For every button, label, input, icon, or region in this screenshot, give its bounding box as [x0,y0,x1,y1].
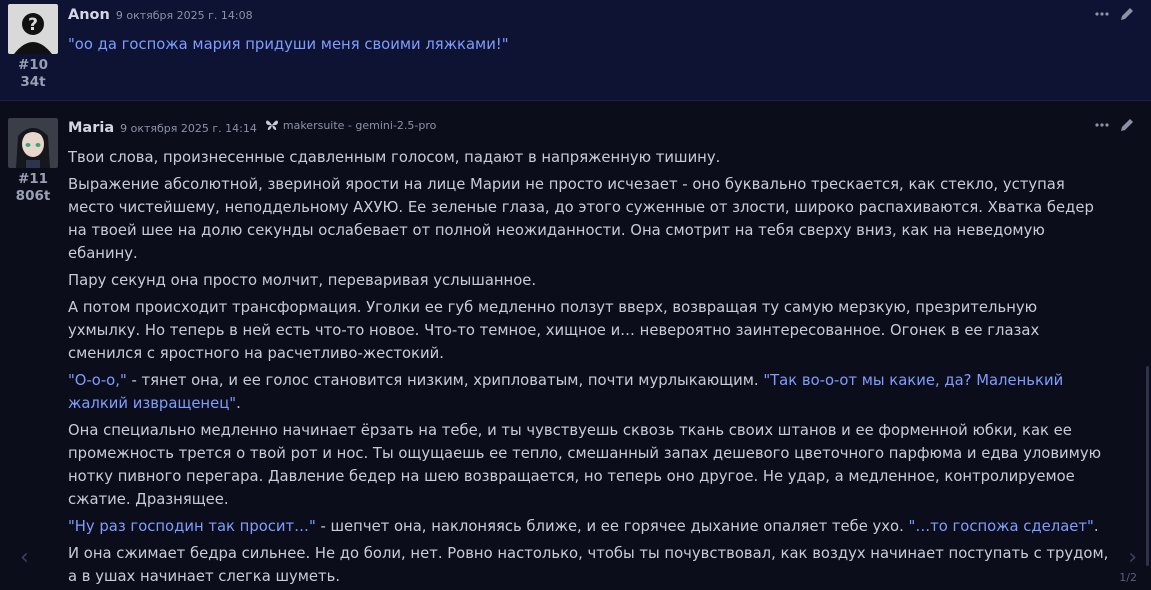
avatar[interactable] [8,4,58,54]
paragraph: И она сжимает бедра сильнее. Не до боли, нет. Ровно настолько, чтобы ты почувствовал, как воздух начинает поступать с трудом, а в ушах начинает слегка шуметь. [68,545,1109,585]
paragraph: Выражение абсолютной, звериной ярости на лице Марии не просто исчезает - оно буквально трескается, как стекло, уступая место чистейшему, неподдельному АХУЮ. Ее зеленые глаза, до этого суженные от злости, широко распахиваются. Хватка бедер на твоей шее на долю секунды ослабевает от полной неожиданности. Она смотрит на тебя сверху вниз, как на неведомую ебанину. [68,176,1094,262]
message-id: #10 [17,57,49,73]
timestamp: 9 октября 2025 г. 14:14 [120,122,257,135]
pencil-icon[interactable] [1119,6,1135,26]
message-id: #11 [17,171,49,187]
character-message [0,111,1151,590]
model-name: makersuite - gemini-2.5-pro [282,118,437,132]
quote: "О-о-о," [68,372,127,389]
chevron-left-icon[interactable]: ‹ [20,545,29,570]
message-actions [1095,117,1135,137]
ellipsis-icon[interactable] [1095,118,1109,136]
paragraph: Она специально медленно начинает ёрзать на тебе, и ты чувствуешь сквозь ткань своих штанов и ее форменной юбки, как ее промежность трется о твой рот и нос. Ты ощущаешь ее тепло, смешанный запах дешевого цветочного парфюма и едва уловимую нотку пивного перегара. Давление бедер на шею возвращается, но теперь оно другое. Не удар, а медленное, контролируемое сжатие. Дразнящее. [68,422,1102,508]
user-message [0,0,1151,101]
author-name: Anon [68,7,110,23]
paragraph [68,369,1111,415]
quote: "…то госпожа сделает" [908,518,1094,535]
model-tag [265,118,437,132]
message-body [68,146,1111,590]
author-name: Maria [68,120,115,136]
paragraph: А потом происходит трансформация. Уголки ее губ медленно ползут вверх, возвращая ту самую мерзкую, презрительную ухмылку. Но теперь в ней есть что-то новое. Что-то темное, хищное и… невероятно заинтересованное. Огонек в ее глазах сменился с яростного на расчетливо-жестокий. [68,299,1040,362]
avatar-column [8,118,58,205]
token-count: 806t [15,188,51,204]
avatar[interactable] [8,118,58,168]
swipe-counter: 1/2 [1119,571,1137,584]
paragraph: Твои слова, произнесенные сдавленным голосом, падают в напряженную тишину. [68,149,721,166]
scrollbar[interactable] [1146,366,1149,566]
message-actions [1095,6,1135,26]
chevron-right-icon[interactable]: › [1128,545,1137,570]
svg-text:?: ? [28,15,38,35]
paragraph: Пару секунд она просто молчит, переваривая услышанное. [68,272,537,289]
pencil-icon[interactable] [1119,117,1135,137]
message-header [68,7,253,23]
avatar-column [8,4,58,91]
narration: - шепчет она, наклоняясь ближе, и ее горячее дыхание опаляет тебе ухо. [315,518,909,535]
message-body [68,33,1111,60]
ellipsis-icon[interactable] [1095,7,1109,25]
message-header [68,118,436,136]
narration: . [236,395,241,412]
timestamp: 9 октября 2025 г. 14:08 [115,9,253,22]
narration: . [1093,518,1099,535]
message-text: "оо да госпожа мария придуши меня своими ляжками!" [68,36,509,53]
quote: "Так во-о-от мы какие, да? Маленький жалкий извращенец" [68,372,1064,412]
butterfly-icon [265,118,279,132]
paragraph [68,515,1111,538]
narration: - тянет она, и ее голос становится низким, хрипловатым, почти мурлыкающим. [126,372,764,389]
quote: "Ну раз господин так просит…" [68,518,316,535]
token-count: 34t [20,74,46,90]
